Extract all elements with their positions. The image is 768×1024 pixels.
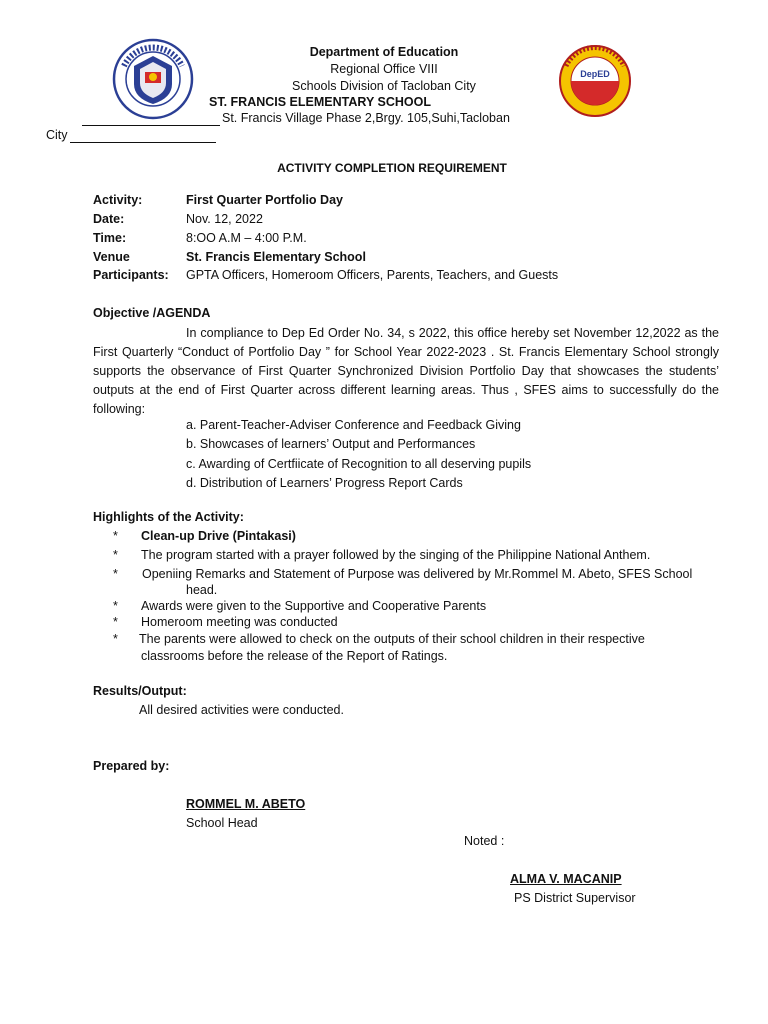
objective-paragraph: In compliance to Dep Ed Order No. 34, s 2022, this office hereby set November 12,2022 as the First Quarterly “Conduct of Portfolio Day ” for School Year 2022-2023 . St. Francis Elementary School strongly supports the observance of First Quarter Synchronized Division Portfolio Day that showcases the students’ outputs at the end of First Quarter across different learning areas. Thus , SFES aims to successfully do the following: [93,326,719,416]
agenda-item: b. Showcases of learners’ Output and Performances [186,437,476,451]
highlight-item: Awards were given to the Supportive and Cooperative Parents [141,599,487,613]
detail-label-activity: Activity: [93,193,143,207]
detail-value-venue: St. Francis Elementary School [186,250,366,264]
detail-label-time: Time: [93,231,127,245]
highlight-item-continuation: classrooms before the release of the Report of Ratings. [141,649,448,663]
noted-by-name: ALMA V. MACANIP [510,872,622,886]
detail-value-participants: GPTA Officers, Homeroom Officers, Parents, Teachers, and Guests [186,268,559,282]
noted-by-position: PS District Supervisor [514,891,636,905]
highlight-item-continuation: head. [186,583,218,597]
header-region: Regional Office VIII [330,62,438,76]
results-heading: Results/Output: [93,684,187,698]
bullet-marker: * [113,632,118,646]
prepared-by-name: ROMMEL M. ABETO [186,797,306,811]
prepared-by-position: School Head [186,816,258,830]
results-text: All desired activities were conducted. [139,703,344,717]
header-address-line1: St. Francis Village Phase 2,Brgy. 105,Suhi,Tacloban [222,111,510,125]
agenda-item: c. Awarding of Certfiicate of Recognition to all deserving pupils [186,457,532,471]
detail-value-activity: First Quarter Portfolio Day [186,193,343,207]
prepared-by-label: Prepared by: [93,759,170,773]
header-underline-left [82,125,220,126]
highlight-item: Homeroom meeting was conducted [141,615,338,629]
objective-heading: Objective /AGENDA [93,306,211,320]
agenda-item: d. Distribution of Learners’ Progress Report Cards [186,476,463,490]
highlights-heading: Highlights of the Activity: [93,510,244,524]
header-department: Department of Education [309,45,459,59]
svg-text:DepED: DepED [580,69,610,79]
noted-by-label: Noted : [464,834,505,848]
highlight-item: Openiing Remarks and Statement of Purpose was delivered by Mr.Rommel M. Abeto, SFES School [142,567,693,581]
bullet-marker: * [113,615,118,629]
detail-value-date: Nov. 12, 2022 [186,212,263,226]
document-title: ACTIVITY COMPLETION REQUIREMENT [277,161,507,175]
bullet-marker: * [113,529,118,543]
detail-value-time: 8:OO A.M – 4:00 P.M. [186,231,307,245]
highlight-item: The parents were allowed to check on the outputs of their school children in their respective [139,632,645,646]
bullet-marker: * [113,548,118,562]
highlight-item: The program started with a prayer followed by the singing of the Philippine National Anthem. [141,548,651,562]
agenda-item: a. Parent-Teacher-Adviser Conference and Feedback Giving [186,418,521,432]
bullet-marker: * [113,567,118,581]
header-division: Schools Division of Tacloban City [292,79,476,93]
detail-label-participants: Participants: [93,268,169,282]
detail-label-date: Date: [93,212,125,226]
highlight-item: Clean-up Drive (Pintakasi) [141,529,296,543]
header-underline-right [70,142,216,143]
detail-label-venue: Venue [93,250,130,264]
header-school-name: ST. FRANCIS ELEMENTARY SCHOOL [209,95,432,109]
header-address-line2: City [46,128,68,142]
bullet-marker: * [113,599,118,613]
